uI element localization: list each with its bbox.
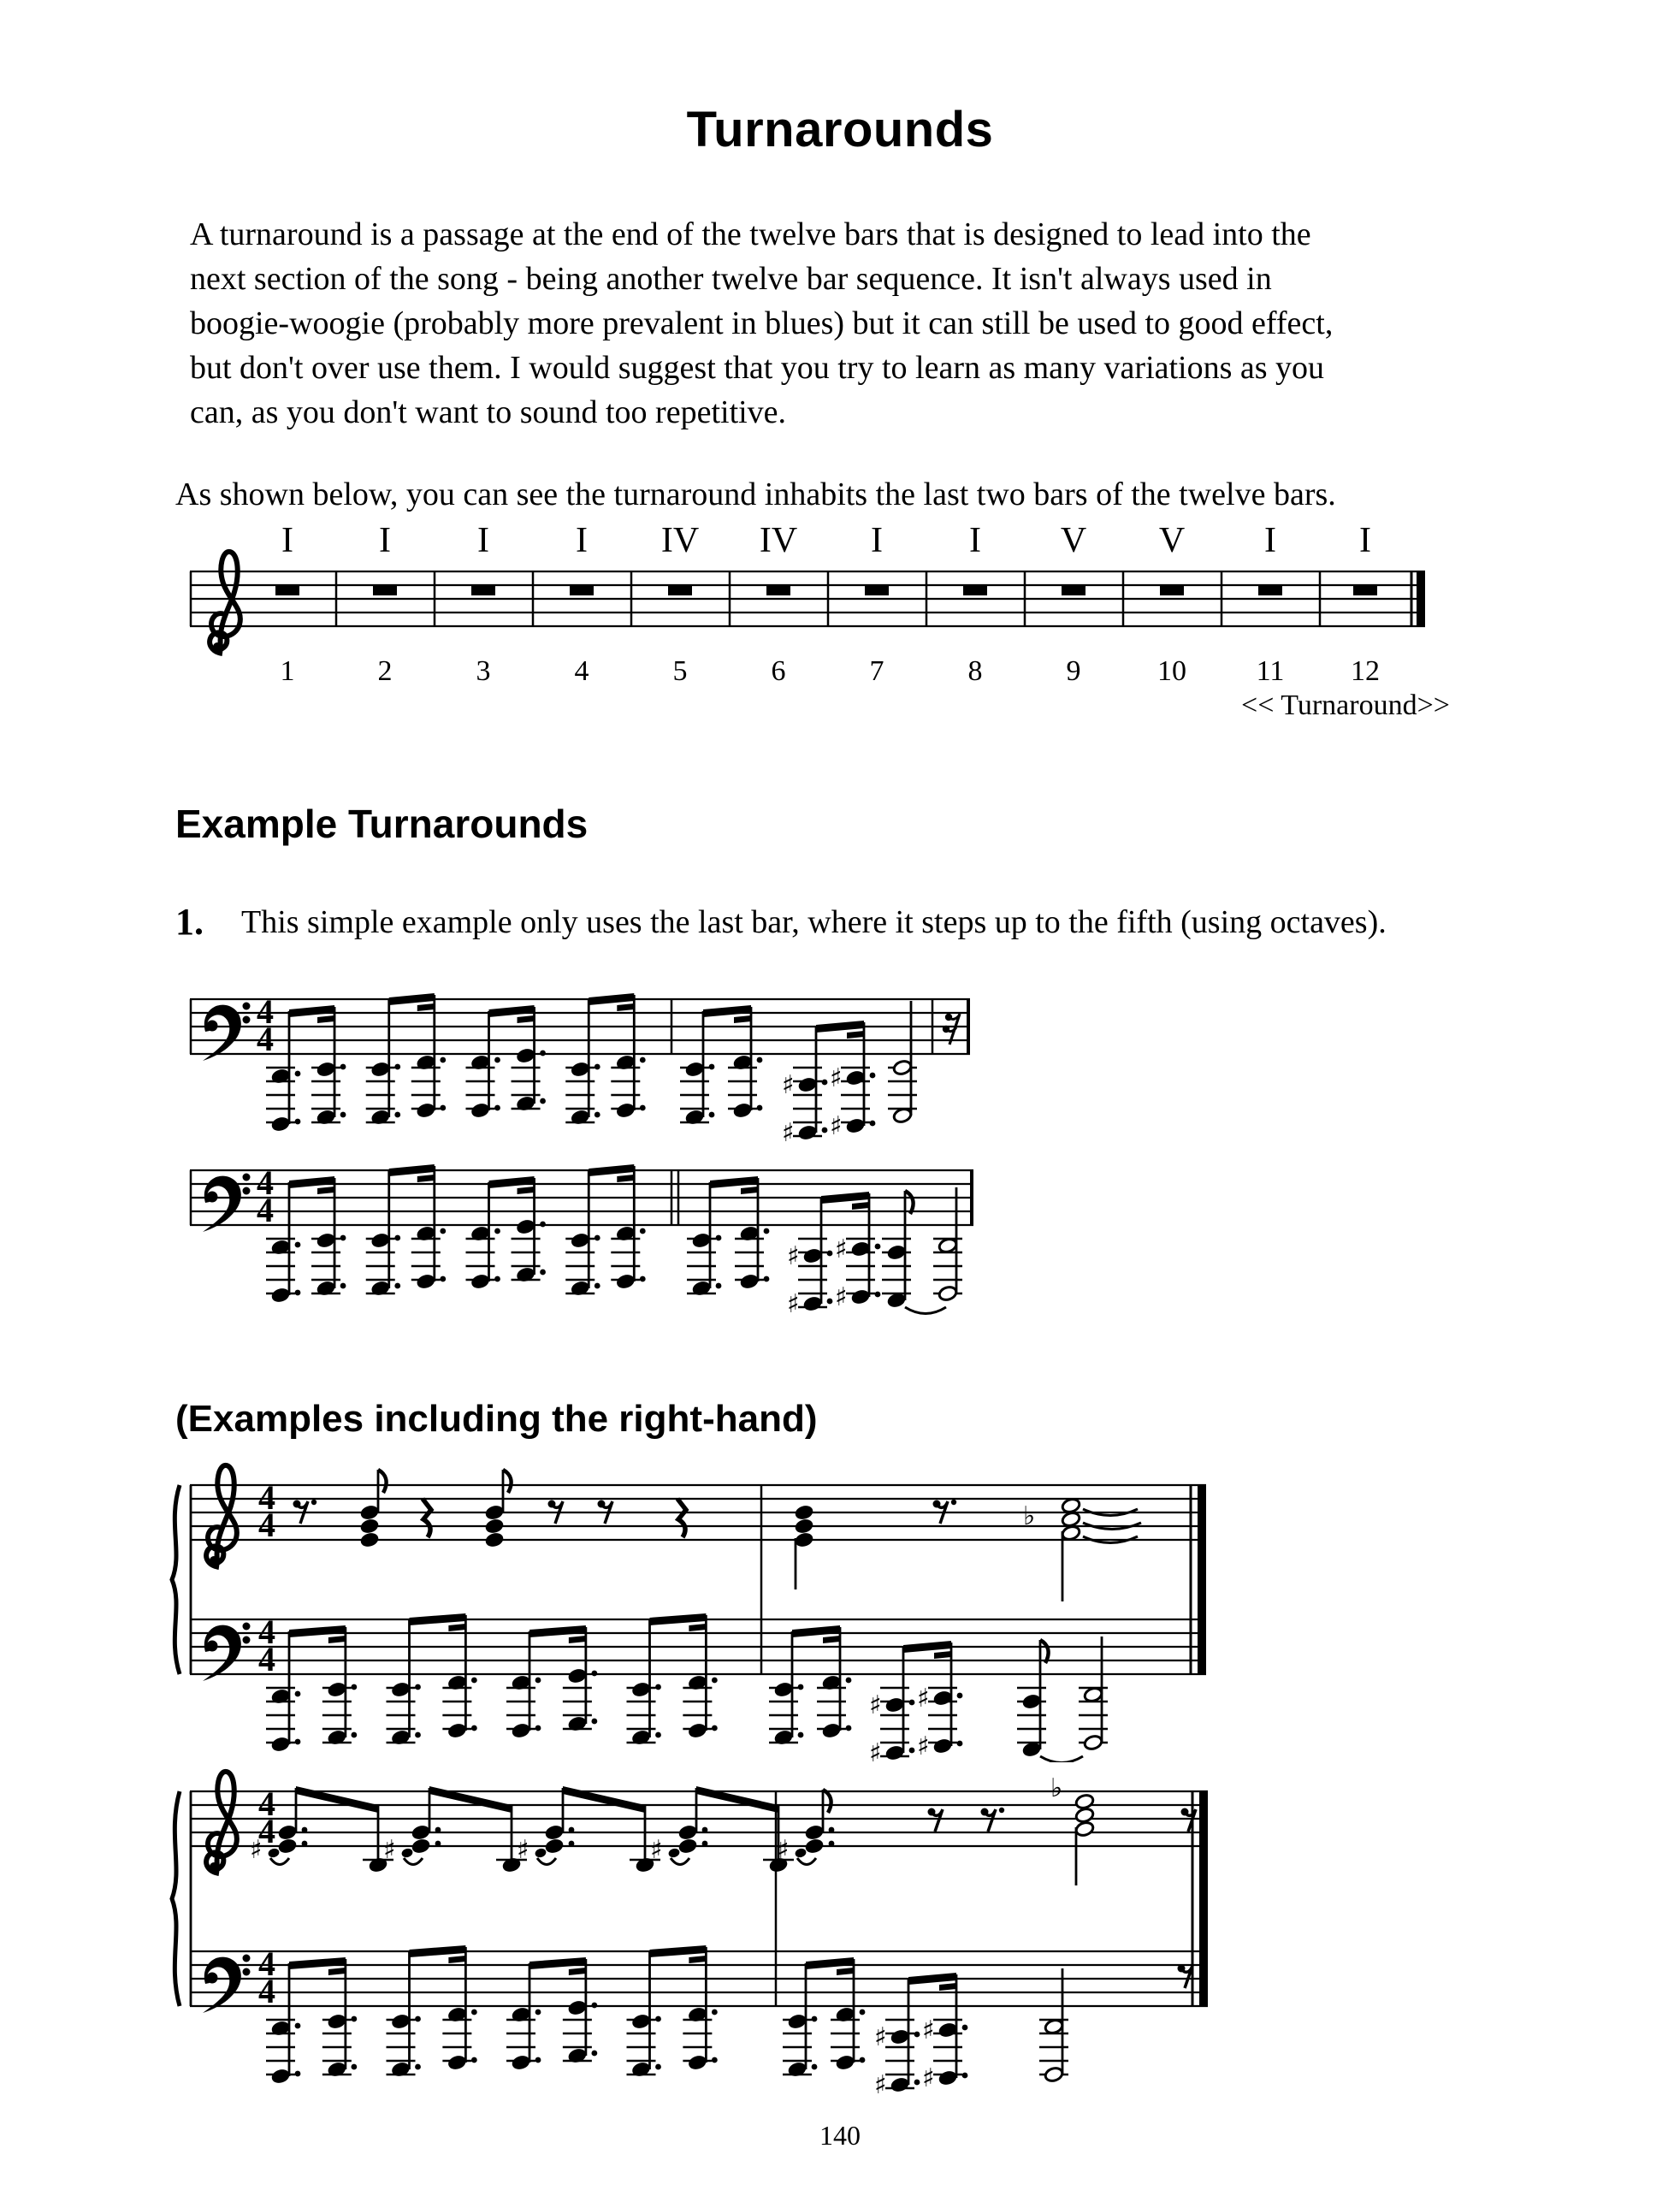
- intro-line: A turnaround is a passage at the end of the twelve bars that is designed to lead into the: [190, 216, 1311, 252]
- bar-number: 3: [476, 655, 491, 687]
- time-signature-top: 4: [258, 1944, 275, 1983]
- time-signature-bottom: 4: [258, 1972, 275, 2010]
- svg-text:♯: ♯: [917, 1684, 930, 1714]
- svg-text:♯: ♯: [835, 1282, 848, 1312]
- bass-clef-icon: [203, 1174, 251, 1233]
- time-signature-bottom: 4: [257, 1191, 274, 1229]
- svg-text:♯: ♯: [250, 1835, 263, 1865]
- chord-numeral: I: [969, 521, 981, 560]
- intro-line: boogie-woogie (probably more prevalent in blues) but it can still be used to good effect,: [190, 305, 1334, 341]
- page-title: Turnarounds: [686, 102, 994, 157]
- grand-staff-2: [172, 1772, 1208, 2100]
- turnaround-label: << Turnaround>>: [1241, 690, 1450, 721]
- time-signature-top: 4: [257, 1163, 274, 1202]
- intro-line: but don't over use them. I would suggest that you try to learn as many variations as you: [190, 350, 1325, 386]
- section-heading: Example Turnarounds: [175, 802, 589, 846]
- bar-number: 12: [1351, 655, 1380, 687]
- svg-text:♯: ♯: [383, 1835, 396, 1865]
- chord-numeral: V: [1060, 521, 1087, 560]
- chord-numeral: I: [379, 521, 391, 560]
- bass-clef-icon: [203, 1623, 251, 1682]
- bar-number: 5: [672, 655, 688, 687]
- bar-number: 9: [1066, 655, 1081, 687]
- treble-clef-icon: [206, 1772, 237, 1873]
- bar-number: 4: [574, 655, 589, 687]
- bar-number: 11: [1256, 655, 1285, 687]
- svg-text:♭: ♭: [1023, 1501, 1036, 1531]
- svg-text:♯: ♯: [787, 1289, 800, 1319]
- bar-number: 10: [1157, 655, 1186, 687]
- bar-number: 8: [967, 655, 983, 687]
- bass-example-staff-1: [171, 975, 1026, 1172]
- grand-staff-system-2: [163, 1762, 1232, 2122]
- bar-number: 7: [869, 655, 884, 687]
- svg-text:♯: ♯: [869, 1738, 882, 1762]
- bar-number: 2: [377, 655, 393, 687]
- time-signature-top: 4: [257, 992, 274, 1031]
- bass-example-staff-2: [171, 1146, 1026, 1343]
- grand-staff-brace: [172, 1791, 180, 2006]
- time-signature-top: 4: [258, 1478, 275, 1517]
- svg-text:♯: ♯: [922, 2015, 935, 2045]
- time-signature-top: 4: [258, 1613, 275, 1651]
- svg-text:♯: ♯: [787, 1241, 800, 1271]
- bass-staff-2: [190, 1164, 973, 1319]
- list-item-number: 1.: [175, 901, 204, 943]
- treble-clef-icon: [210, 552, 240, 654]
- time-signature-bottom: 4: [258, 1640, 275, 1678]
- svg-text:♯: ♯: [650, 1835, 663, 1865]
- intro-line: can, as you don't want to sound too repetitive.: [190, 394, 787, 430]
- bass-staff-1: [190, 993, 970, 1148]
- svg-text:♯: ♯: [830, 1111, 843, 1141]
- right-hand-heading: (Examples including the right-hand): [175, 1398, 818, 1440]
- time-signature-bottom: 4: [258, 1812, 275, 1850]
- grand-staff-brace: [172, 1485, 180, 1674]
- chord-numeral: I: [871, 521, 883, 560]
- chord-numeral: I: [576, 521, 588, 560]
- svg-text:♯: ♯: [782, 1118, 795, 1148]
- chord-numeral: I: [1359, 521, 1371, 560]
- bass-clef-icon: [203, 1003, 251, 1062]
- svg-text:♯: ♯: [517, 1835, 529, 1865]
- bar-number: 1: [280, 655, 295, 687]
- svg-text:♯: ♯: [869, 1690, 882, 1720]
- svg-text:♯: ♯: [777, 1835, 790, 1865]
- page-number: 140: [819, 2120, 861, 2151]
- treble-clef-icon: [206, 1465, 237, 1567]
- grand-staff-system-1: [163, 1446, 1232, 1762]
- bass-clef-icon: [203, 1955, 251, 2014]
- chord-numeral: I: [281, 521, 293, 560]
- chord-numeral: IV: [660, 521, 700, 560]
- intro-line: next section of the song - being another twelve bar sequence. It isn't always used in: [190, 261, 1272, 297]
- svg-text:♯: ♯: [922, 2063, 935, 2093]
- time-signature-bottom: 4: [257, 1020, 274, 1058]
- chart-caption: As shown below, you can see the turnaround inhabits the last two bars of the twelve bars.: [175, 476, 1336, 512]
- list-item-text: This simple example only uses the last bar, where it steps up to the fifth (using octaves).: [241, 904, 1387, 940]
- svg-text:♯: ♯: [835, 1234, 848, 1264]
- chord-numeral: I: [1264, 521, 1276, 560]
- svg-text:♯: ♯: [874, 2022, 887, 2052]
- chord-numeral: V: [1158, 521, 1186, 560]
- svg-text:♯: ♯: [874, 2070, 887, 2100]
- chord-numeral: IV: [759, 521, 798, 560]
- time-signature-bottom: 4: [258, 1506, 275, 1544]
- time-signature-top: 4: [258, 1785, 275, 1823]
- bar-number: 6: [771, 655, 786, 687]
- whole-rest-row: [275, 586, 1377, 595]
- svg-text:♯: ♯: [782, 1070, 795, 1100]
- chord-numeral: I: [477, 521, 489, 560]
- svg-text:♯: ♯: [830, 1063, 843, 1093]
- svg-text:♭: ♭: [1050, 1773, 1063, 1803]
- rhythm-staff: [190, 552, 1425, 654]
- svg-text:♯: ♯: [917, 1731, 930, 1761]
- intro-paragraph: [190, 212, 1333, 435]
- grand-staff-1: [172, 1465, 1206, 1762]
